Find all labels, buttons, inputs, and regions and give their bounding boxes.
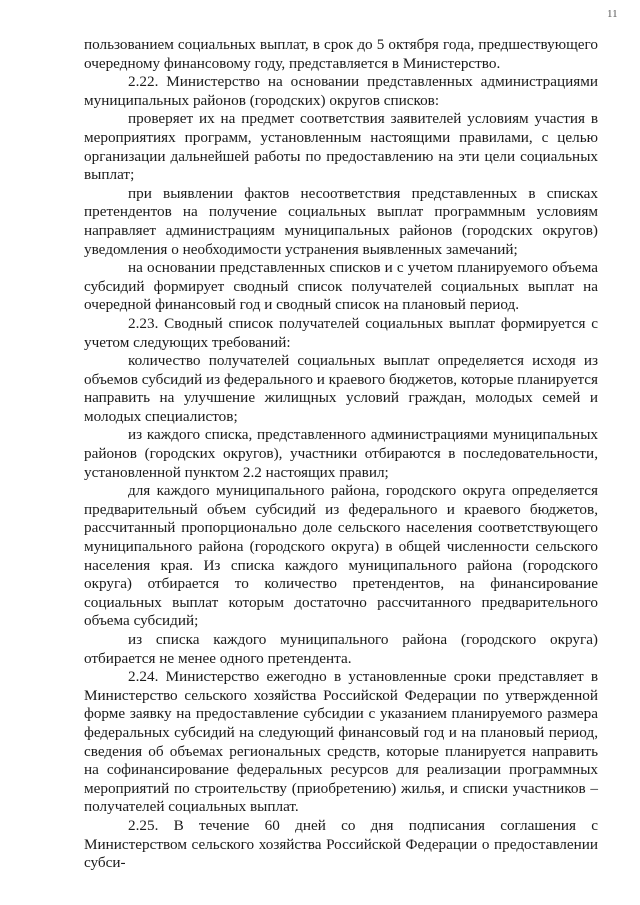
clause-2-22: 2.22. Министерство на основании представленных администрациями муниципальных районов (городских) округов списков: (84, 73, 598, 109)
clause-2-23-item-1: количество получателей социальных выплат определяется исходя из объемов субсидий из федерального и краевого бюджетов, которые планируется направить на улучшение жилищных условий граждан, молодых семей и молодых специалистов; (84, 352, 599, 425)
clause-2-22-item-1: проверяет их на предмет соответствия заявителей условиям участия в мероприятиях программ, установленным настоящими правилами, с целью организации дальнейшей работы по предоставлению на эти цели социальных выплат; (84, 110, 598, 184)
clause-2-23-item-3: для каждого муниципального района, городского округа определяется предварительный объем субсидий из федерального и краевого бюджетов, рассчитанный пропорционально доле сельского населения соответствующего муниципального района (городского округа) в общей численности сельского населения края. Из списка каждого муниципального района (городского округа) отбирается то количество претендентов, на финансирование социальных выплат которым достаточно рассчитанного предварительного объема субсидий; (84, 482, 598, 630)
clause-2-23-item-4: из списка каждого муниципального района (городского округа) отбирается не менее одного претендента. (84, 631, 598, 667)
paragraph-continuation: пользованием социальных выплат, в срок до 5 октября года, предшествующего очередному финансовому году, представляется в Министерство. (84, 36, 598, 72)
clause-2-23-item-2: из каждого списка, представленного администрациями муниципальных районов (городских округов), участники отбираются в последовательности, установленной пунктом 2.2 настоящих правил; (84, 426, 598, 481)
clause-2-22-item-2: при выявлении фактов несоответствия представленных в списках претендентов на получение социальных выплат программным условиям направляет администрациям муниципальных районов (городских округов) уведомления о необходимости устранения выявленных замечаний; (84, 184, 598, 258)
clause-2-24: 2.24. Министерство ежегодно в установленные сроки представляет в Министерство сельского хозяйства Российской Федерации по утвержденной форме заявку на предоставление субсидии с указанием планируемого размера федеральных субсидий на следующий финансовый год и на плановый период, сведения об объемах региональных средств, которые планируется направить на софинансирование федеральных ресурсов для реализации программных мероприятий по строительству (приобретению) жилья, и списки участников – получателей социальных выплат. (84, 668, 598, 816)
document-body (84, 36, 598, 873)
page-number: 11 (607, 8, 618, 20)
clause-2-25: 2.25. В течение 60 дней со дня подписания соглашения с Министерством сельского хозяйства Российской Федерации о предоставлении субси- (84, 816, 598, 872)
clause-2-22-item-3: на основании представленных списков и с учетом планируемого объема субсидий формирует сводный список получателей социальных выплат на очередной финансовый год и сводный список на плановый период. (84, 259, 598, 314)
clause-2-23: 2.23. Сводный список получателей социальных выплат формируется с учетом следующих требований: (84, 314, 598, 351)
